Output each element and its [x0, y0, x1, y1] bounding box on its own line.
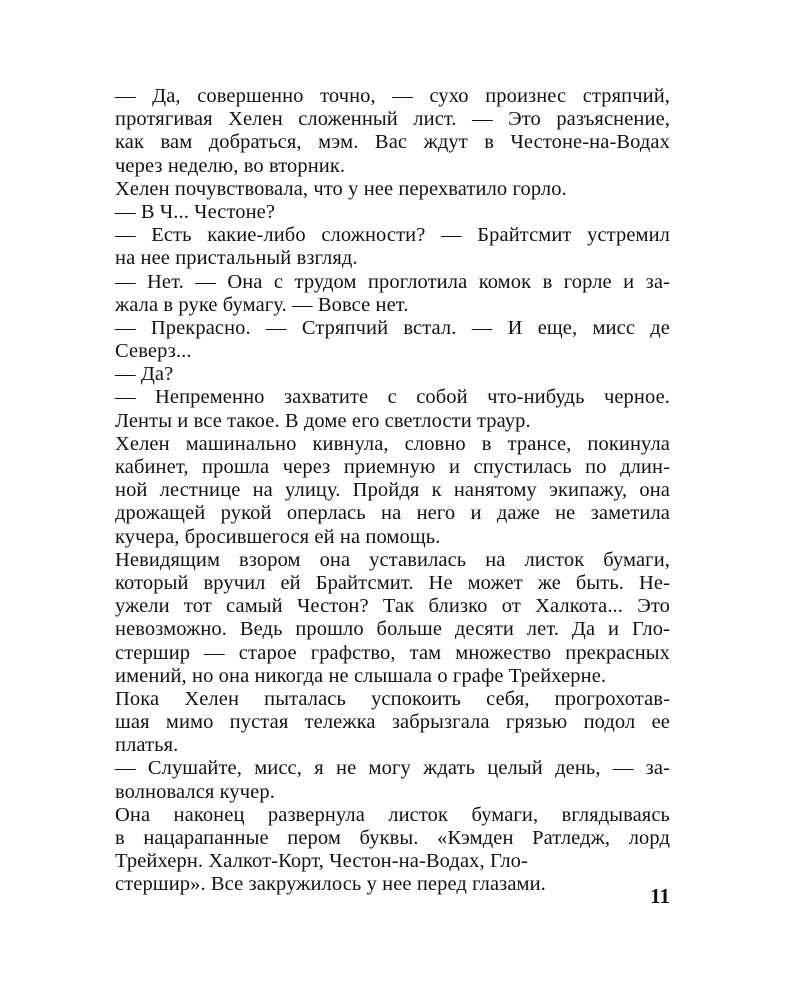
text-line: жала в руке бумагу. — Вовсе нет.: [115, 293, 409, 316]
text-line: дрожащей рукой оперлась на него и даже не заметила: [115, 502, 670, 525]
text-line: — Слушайте, мисс, я не могу ждать целый день, — за-: [115, 757, 670, 780]
text-line: — В Ч... Честоне?: [115, 200, 276, 223]
book-page-text: [115, 85, 670, 897]
text-line: как вам добраться, мэм. Вас ждут в Честоне-на-Водах: [115, 131, 670, 154]
text-line: имений, но она никогда не слышала о графе Трейхерне.: [115, 664, 607, 687]
text-line: волновался кучер.: [115, 780, 275, 803]
text-line: кучера, бросившегося ей на помощь.: [115, 525, 441, 548]
text-line: — Непременно захватите с собой что-нибудь черное.: [115, 386, 670, 409]
text-line: Хелен машинально кивнула, словно в трансе, покинула: [115, 432, 670, 455]
text-line: — Есть какие-либо сложности? — Брайтсмит устремил: [115, 224, 670, 247]
text-line: в нацарапанные пером буквы. «Кэмден Ратледж, лорд: [115, 827, 670, 849]
text-line: — Да?: [115, 363, 174, 386]
text-line: на нее пристальный взгляд.: [115, 247, 358, 270]
text-line: ужели тот самый Честон? Так близко от Халкота... Это: [115, 595, 670, 618]
page-number: 11: [650, 884, 670, 908]
text-line: Невидящим взором она уставилась на листок бумаги,: [115, 548, 670, 571]
text-line: через неделю, во вторник.: [115, 154, 346, 177]
text-line: платья.: [115, 734, 179, 757]
text-line: — Нет. — Она с трудом проглотила комок в горле и за-: [115, 270, 670, 293]
text-line: невозможно. Ведь прошло больше десяти лет. Да и Гло-: [115, 618, 670, 641]
text-line: Пока Хелен пыталась успокоить себя, прогрохотав-: [115, 687, 670, 710]
text-line: стершир — старое графство, там множество прекрасных: [115, 641, 670, 664]
text-line: кабинет, прошла через приемную и спустилась по длин-: [115, 456, 670, 478]
text-line: шая мимо пустая тележка забрызгала грязью подол ее: [115, 711, 670, 734]
text-line: Хелен почувствовала, что у нее перехватило горло.: [115, 177, 567, 200]
text-line: — Да, совершенно точно, — сухо произнес стряпчий,: [115, 85, 670, 107]
text-line: который вручил ей Брайтсмит. Не может же быть. Не-: [115, 571, 670, 594]
text-line: Трейхерн. Халкот-Корт, Честон-на-Водах, Гло-: [115, 850, 528, 873]
text-line: — Прекрасно. — Стряпчий встал. — И еще, мисс де: [115, 316, 670, 339]
text-line: протягивая Хелен сложенный лист. — Это разъяснение,: [115, 108, 670, 131]
text-line: Она наконец развернула листок бумаги, вглядываясь: [115, 803, 670, 826]
text-line: ной лестнице на улицу. Пройдя к нанятому экипажу, она: [115, 479, 670, 502]
text-line: Северз...: [115, 340, 192, 363]
text-line: Ленты и все такое. В доме его светлости траур.: [115, 409, 531, 432]
text-line: стершир». Все закружилось у нее перед глазами.: [115, 873, 546, 896]
